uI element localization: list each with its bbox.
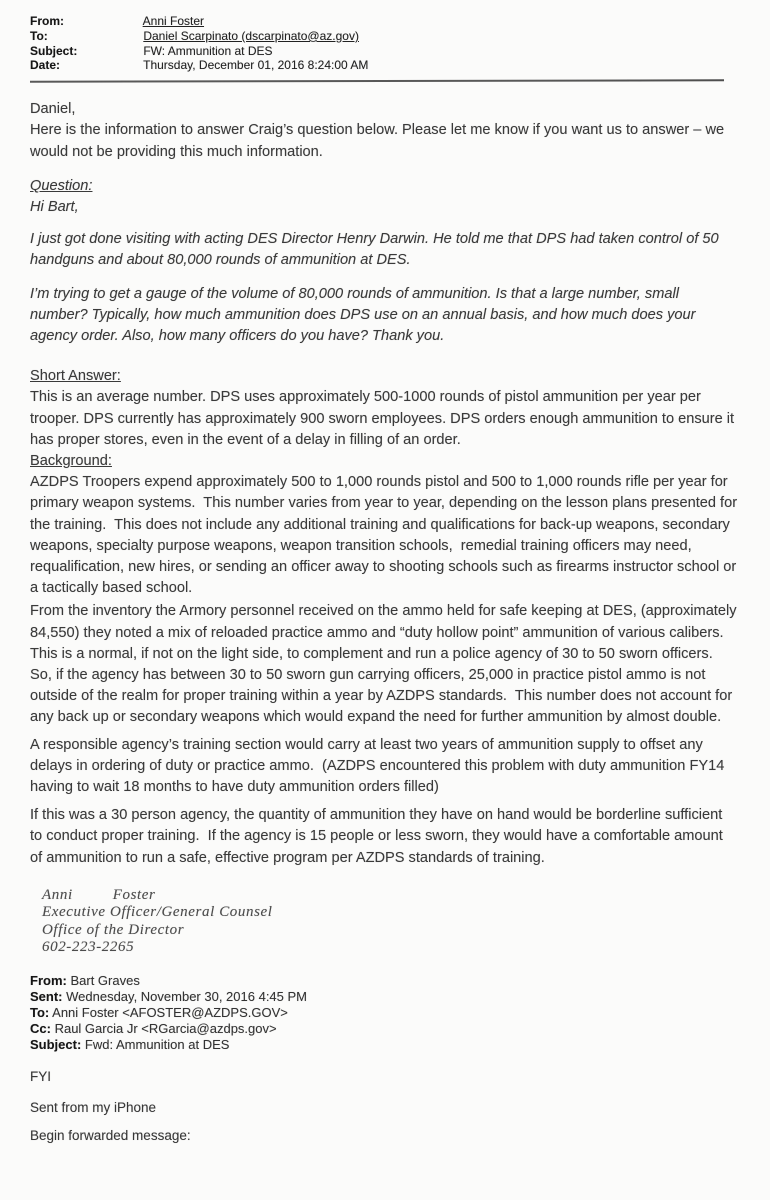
signature-block <box>42 887 742 957</box>
short-answer-heading-text: Short Answer: <box>30 368 121 385</box>
short-answer-heading <box>30 366 738 387</box>
fyi-text: FYI <box>30 1068 52 1084</box>
fwd-row-from <box>30 973 742 989</box>
email-body <box>30 99 742 869</box>
signature-phone: 602-223-2265 <box>42 939 135 956</box>
signature-office: Office of the Director <box>42 921 185 938</box>
begin-forwarded-message-text: Begin forwarded message: <box>30 1127 191 1143</box>
question-paragraph-1: I just got done visiting with acting DES Director Henry Darwin. He told me that DPS had taken control of 50 handguns and about 80,000 rounds of ammunition at DES. <box>30 231 723 269</box>
question-heading-text: Question: <box>30 177 93 194</box>
to-recipient-link[interactable]: Daniel Scarpinato (dscarpinato@az.gov) <box>143 28 359 43</box>
salutation: Daniel, <box>30 101 76 118</box>
background-heading-text: Background: <box>30 453 112 470</box>
fwd-subject-label: Subject: <box>30 1036 82 1052</box>
to-label: To: <box>30 28 48 43</box>
fwd-to-label: To: <box>30 1004 50 1020</box>
signature-name <box>42 887 742 905</box>
fwd-to-value: Anni Foster <AFOSTER@AZDPS.GOV> <box>52 1004 288 1020</box>
fwd-cc-value: Raul Garcia Jr <RGarcia@azdps.gov> <box>54 1020 277 1036</box>
subject-label: Subject: <box>30 43 78 58</box>
fwd-row-subject <box>30 1037 742 1053</box>
date-value: Thursday, December 01, 2016 8:24:00 AM <box>143 58 369 73</box>
background-paragraph-3: A responsible agency’s training section would carry at least two years of ammunition supply to offset any delays in ordering of duty or practice ammo. (AZDPS encountered this problem with duty ammunition FY14 having to wait 18 months to have duty ammunition orders filled) <box>30 736 729 796</box>
background-paragraph-2: From the inventory the Armory personnel received on the ammo held for safe keeping at DES, (approximately 84,550) they noted a mix of reloaded practice ammo and “duty hollow point” ammunition of various calibers. This is a normal, if not on the light side, to complement and run a police agency of 30 to 50 sworn officers. So, if the agency has between 30 to 50 sworn gun carrying officers, 25,000 in practice pistol ammo is not outside of the realm for proper training within a year by AZDPS standards. This number does not account for any back up or secondary weapons which would expand the need for further ammunition by almost double. <box>30 603 741 726</box>
fwd-from-label: From: <box>30 972 67 988</box>
from-sender-link[interactable]: Anni Foster <box>142 14 205 28</box>
signature-first-name: Anni <box>42 886 73 903</box>
header-row-date <box>30 58 742 73</box>
fwd-subject-value: Fwd: Ammunition at DES <box>84 1036 230 1052</box>
header-row-from <box>30 14 742 29</box>
fwd-cc-label: Cc: <box>30 1020 51 1036</box>
fwd-row-to <box>30 1005 742 1021</box>
short-answer-paragraph: This is an average number. DPS uses approximately 500-1000 rounds of pistol ammunition per year per trooper. DPS currently has approximately 900 sworn employees. DPS orders enough ammunition to ensure it has proper stores, even in the event of a delay in filling of an order. <box>30 389 739 448</box>
intro-paragraph: Here is the information to answer Craig’s question below. Please let me know if you want us to answer – we would not be providing this much information. <box>30 122 729 160</box>
fwd-row-cc <box>30 1021 742 1037</box>
fwd-from-value: Bart Graves <box>70 972 140 988</box>
question-heading <box>30 176 738 197</box>
question-paragraph-2: I’m trying to get a gauge of the volume of 80,000 rounds of ammunition. Is that a large number, small number? Typically, how much ammunition does DPS use on an annual basis, and how much does your agency order. Also, how many officers do you have? Thank you. <box>30 285 700 345</box>
background-paragraph-1: AZDPS Troopers expend approximately 500 to 1,000 rounds pistol and 500 to 1,000 rounds rifle per year for primary weapon systems. This number varies from year to year, depending on the lesson plans presented for the training. This does not include any additional training and qualifications for back-up weapons, secondary weapons, specialty purpose weapons, weapon transition schools, remedial training officers may need, requalification, new hires, or sending an officer away to shooting schools such as firearms instructor school or a tactically based school. <box>30 474 742 597</box>
mail-header <box>30 10 742 73</box>
sent-from-iphone-text: Sent from my iPhone <box>30 1099 157 1115</box>
signature-title: Executive Officer/General Counsel <box>42 904 273 921</box>
header-row-to <box>30 29 742 44</box>
forwarded-header <box>30 973 742 1053</box>
date-label: Date: <box>30 58 61 73</box>
fwd-row-sent <box>30 989 742 1005</box>
question-salutation: Hi Bart, <box>30 199 79 215</box>
background-paragraph-4: If this was a 30 person agency, the quantity of ammunition they have on hand would be borderline sufficient to conduct proper training. If the agency is 15 people or less sworn, they would have a comfortable amount of ammunition to run a safe, effective program per AZDPS standards of training. <box>30 807 727 866</box>
header-row-subject <box>30 44 742 59</box>
fwd-sent-value: Wednesday, November 30, 2016 4:45 PM <box>66 988 308 1004</box>
header-divider-line <box>30 79 724 82</box>
subject-value: FW: Ammunition at DES <box>143 43 273 58</box>
background-heading <box>30 451 738 472</box>
from-label: From: <box>30 14 64 28</box>
signature-last-name: Foster <box>112 886 156 903</box>
fwd-sent-label: Sent: <box>30 988 63 1004</box>
